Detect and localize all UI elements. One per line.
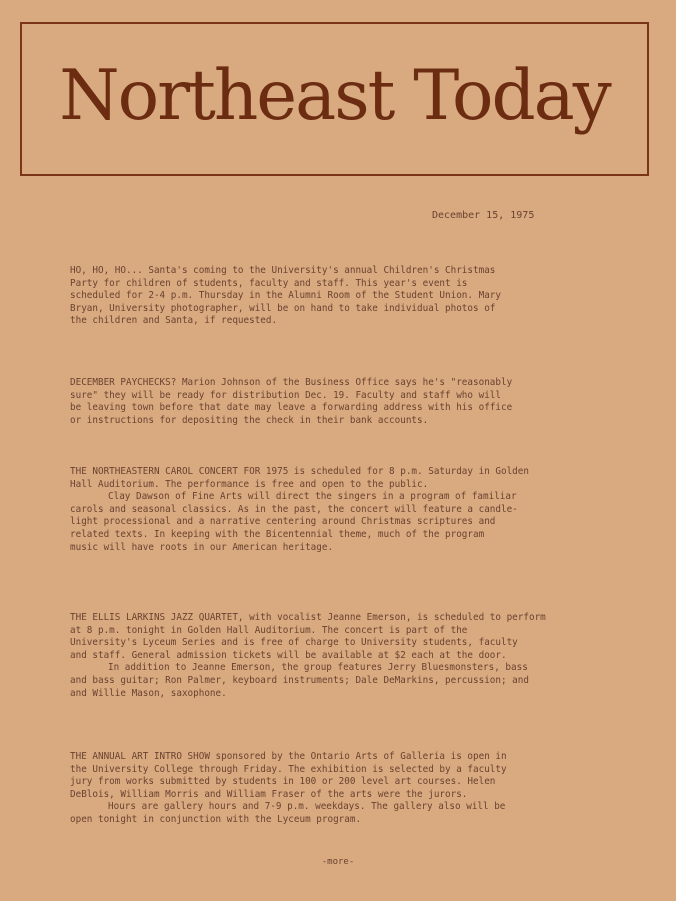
- article-line: Party for children of students, faculty and staff. This year's event is: [70, 277, 468, 289]
- article-line: and staff. General admission tickets will be available at $2 each at the door.: [70, 649, 507, 661]
- article-line: University's Lyceum Series and is free of charge to University students, faculty: [70, 637, 518, 649]
- article-art-intro-show: [70, 751, 615, 827]
- article-line: open tonight in conjunction with the Lyceum program.: [70, 813, 362, 825]
- article-line: and Willie Mason, saxophone.: [70, 687, 227, 699]
- issue-date: December 15, 1975: [432, 210, 535, 221]
- article-line: at 8 p.m. tonight in Golden Hall Auditorium. The concert is part of the: [70, 624, 468, 636]
- article-line: jury from works submitted by students in 100 or 200 level art courses. Helen: [70, 776, 496, 788]
- article-jazz-quartet: [70, 612, 615, 700]
- article-line: THE ANNUAL ART INTRO SHOW sponsored by the Ontario Arts of Galleria is open in: [70, 751, 507, 762]
- masthead-title: Northeast Today: [59, 56, 610, 136]
- article-carol-concert: [70, 466, 615, 554]
- article-line: music will have roots in our American heritage.: [70, 541, 334, 553]
- article-line: DeBlois, William Morris and William Fraser of the arts were the jurors.: [70, 788, 468, 800]
- article-line: carols and seasonal classics. As in the past, the concert will feature a candle-: [70, 503, 518, 515]
- article-christmas-party: [70, 265, 615, 328]
- article-line: scheduled for 2-4 p.m. Thursday in the Alumni Room of the Student Union. Mary: [70, 290, 501, 302]
- article-line: Hours are gallery hours and 7-9 p.m. weekdays. The gallery also will be: [108, 801, 506, 813]
- article-line: Bryan, University photographer, will be on hand to take individual photos of: [70, 302, 496, 314]
- more-indicator: -more-: [321, 857, 355, 867]
- article-line: DECEMBER PAYCHECKS? Marion Johnson of the Business Office says he's "reasonably: [70, 377, 513, 388]
- article-line: THE NORTHEASTERN CAROL CONCERT FOR 1975 is scheduled for 8 p.m. Saturday in Golden: [70, 466, 529, 477]
- article-line: related texts. In keeping with the Bicentennial theme, much of the program: [70, 528, 485, 540]
- article-line: the children and Santa, if requested.: [70, 315, 278, 327]
- article-line: Hall Auditorium. The performance is free and open to the public.: [70, 478, 429, 490]
- article-line: light processional and a narrative centering around Christmas scriptures and: [70, 516, 496, 528]
- masthead: [20, 22, 649, 176]
- article-line: or instructions for depositing the check in their bank accounts.: [70, 414, 429, 426]
- article-line: the University College through Friday. The exhibition is selected by a faculty: [70, 763, 507, 775]
- article-line: sure" they will be ready for distribution Dec. 19. Faculty and staff who will: [70, 389, 501, 401]
- article-line: HO, HO, HO... Santa's coming to the University's annual Children's Christmas: [70, 265, 496, 276]
- article-line: In addition to Jeanne Emerson, the group features Jerry Bluesmonsters, bass: [108, 662, 528, 674]
- article-line: Clay Dawson of Fine Arts will direct the singers in a program of familiar: [108, 491, 517, 503]
- article-line: be leaving town before that date may leave a forwarding address with his office: [70, 402, 513, 414]
- article-december-paychecks: [70, 377, 615, 427]
- article-line: and bass guitar; Ron Palmer, keyboard instruments; Dale DeMarkins, percussion; and: [70, 674, 529, 686]
- article-line: THE ELLIS LARKINS JAZZ QUARTET, with vocalist Jeanne Emerson, is scheduled to perform: [70, 612, 546, 623]
